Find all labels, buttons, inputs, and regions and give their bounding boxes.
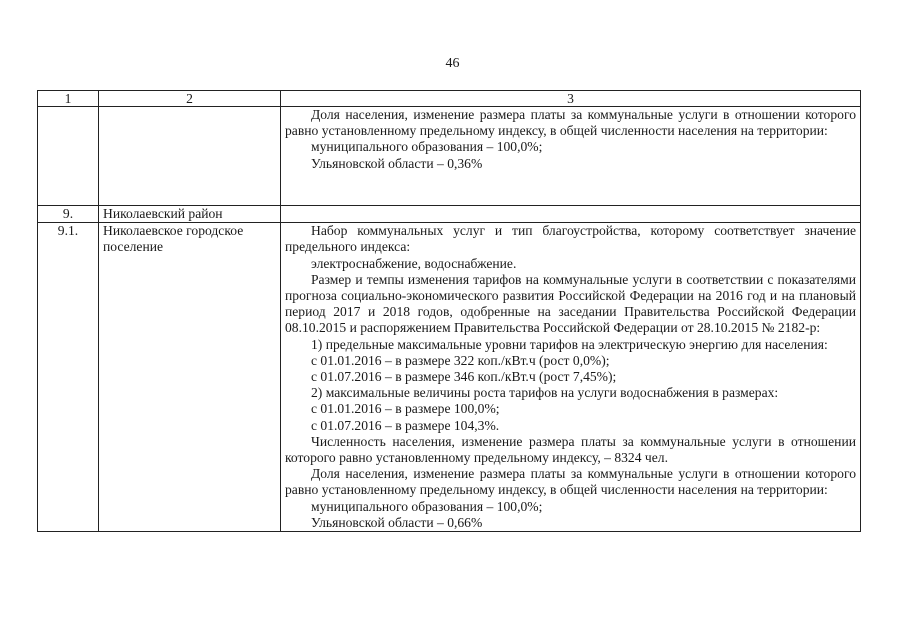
text-line: муниципального образования – 100,0%; [311,139,543,155]
settlement-name: Николаевское городское поселение [99,223,281,532]
text-line: Размер и темпы изменения тарифов на коммунальные услуги в соответствии с показателями прогноза социально-экономического развития Российской Федерации на 2016 год и на плановый период 2017 и 2018 годов, одобренные на заседании Правительства Российской Федерации 08.10.2015 и распоряжением Правительства Российской Федерации от 28.10.2015 № 2182-р: [285,271,856,336]
tariff-table [37,90,861,532]
text-line: Доля населения, изменение размера платы за коммунальные услуги в отношении которого равно установленному предельному индексу, в общей численности населения на территории: [285,107,856,139]
cell-name-empty [99,107,281,206]
text-line: электроснабжение, водоснабжение. [311,255,517,271]
text-line: муниципального образования – 100,0%; [311,498,543,514]
cell-num-empty [38,107,99,206]
text-line: Ульяновской области – 0,36% [311,155,483,171]
table-header-row [38,91,861,107]
text-line: Численность населения, изменение размера платы за коммунальные услуги в отношении которого равно установленному предельному индексу, – 8324 чел. [285,433,856,466]
text-line: Доля населения, изменение размера платы за коммунальные услуги в отношении которого равно установленному предельному индексу, в общей численности населения на территории: [285,466,856,498]
cell-text-empty [281,206,861,223]
row-number: 9.1. [38,223,99,532]
text-line: с 01.01.2016 – в размере 100,0%; [311,401,500,417]
table-row-region [38,206,861,223]
text-line: Ульяновской области – 0,66% [311,514,483,530]
text-line: с 01.01.2016 – в размере 322 коп./кВт.ч (рост 0,0%); [311,352,610,368]
column-header-1: 1 [38,91,99,107]
column-header-2: 2 [99,91,281,107]
cell-text-settlement [281,223,861,532]
text-line: Набор коммунальных услуг и тип благоустройства, которому соответствует значение предельного индекса: [285,223,856,255]
table-row-continuation [38,107,861,206]
cell-text-continuation [281,107,861,206]
column-header-3: 3 [281,91,861,107]
text-line: 1) предельные максимальные уровни тарифов на электрическую энергию для населения: [311,336,828,352]
region-name: Николаевский район [99,206,281,223]
table-row-settlement [38,223,861,532]
text-line: 2) максимальные величины роста тарифов на услуги водоснабжения в размерах: [311,385,779,401]
text-line: с 01.07.2016 – в размере 104,3%. [311,417,500,433]
text-line: с 01.07.2016 – в размере 346 коп./кВт.ч (рост 7,45%); [311,369,617,385]
page-number: 46 [445,56,460,71]
row-number: 9. [38,206,99,223]
